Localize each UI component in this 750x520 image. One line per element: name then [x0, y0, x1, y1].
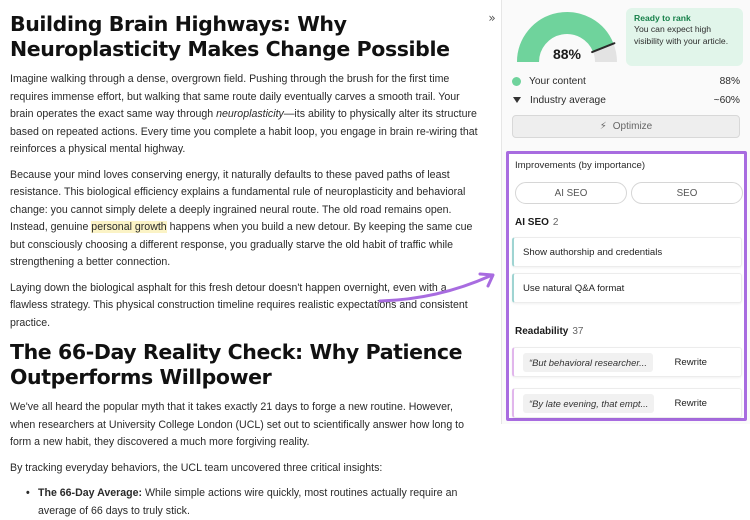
- readability-item-2[interactable]: [512, 388, 742, 418]
- lightning-icon: ⚡︎: [599, 121, 607, 132]
- article-heading-2[interactable]: The 66-Day Reality Check: Why Patience Outperforms Willpower: [10, 340, 463, 389]
- improvements-title: Improvements (by importance): [515, 160, 646, 171]
- collapse-panel-icon[interactable]: »: [488, 11, 496, 25]
- tab-ai-seo[interactable]: AI SEO: [515, 182, 627, 204]
- seo-side-panel: [502, 0, 750, 424]
- ai-seo-section-heading: AI SEO 2: [515, 217, 559, 228]
- rewrite-button[interactable]: Rewrite: [674, 356, 707, 368]
- list-item[interactable]: • The 66-Day Average: While simple actions wire quickly, most routines actually require an average of 66 days to truly stick.: [10, 485, 478, 520]
- improvement-item-authorship[interactable]: Show authorship and credentials: [512, 237, 742, 267]
- paragraph-3[interactable]: Laying down the biological asphalt for this fresh detour doesn't happen overnight, even with a flawless strategy. This physical construction timeline requires realistic expectations and consistent practice.: [10, 281, 468, 329]
- readability-section-heading: Readability 37: [515, 326, 584, 337]
- readability-count: 37: [572, 326, 584, 337]
- paragraph-4[interactable]: We've all heard the popular myth that it takes exactly 21 days to forge a new routine. However, when researchers at University College London (UCL) set out to scientifically answer how long to form a new habit, they discovered a much more forgiving reality.: [10, 401, 464, 448]
- paragraph-1[interactable]: Imagine walking through a dense, overgrown field. Pushing through the brush for the first time requires immense effort, but walking that same route daily eventually carves a smooth trail. Your brain operates the exact same way through neuroplasticity—its ability to physically alter its structure based on repeated actions. Every time you complete a habit loop, you engage in brain re-wiring that reinforces a physical mental highway.: [10, 73, 478, 155]
- score-value: 88%: [552, 46, 582, 62]
- your-content-value: 88%: [719, 75, 740, 87]
- ready-description: You can expect high visibility with your article.: [634, 24, 729, 46]
- industry-average-value: ~60%: [713, 94, 740, 106]
- green-dot-icon: [512, 77, 521, 86]
- readability-item-1[interactable]: [512, 347, 742, 377]
- article-heading-1[interactable]: Building Brain Highways: Why Neuroplasticity Makes Change Possible: [10, 12, 450, 61]
- rewrite-button[interactable]: Rewrite: [674, 397, 707, 409]
- ready-title: Ready to rank: [634, 13, 691, 23]
- paragraph-5[interactable]: By tracking everyday behaviors, the UCL team uncovered three critical insights:: [10, 461, 383, 474]
- legend-your-content: Your content 88%: [512, 73, 740, 89]
- improvement-item-qa-format[interactable]: Use natural Q&A format: [512, 273, 742, 303]
- triangle-down-icon: [513, 97, 521, 103]
- legend-industry-average: Industry average ~60%: [512, 92, 740, 108]
- paragraph-2[interactable]: Because your mind loves conserving energy, it naturally defaults to these paved paths of least resistance. This biological efficiency explains a fundamental rule of neuroplasticity and behavioral change: you cannot simply delete a deeply ingrained neural route. The old road remains open. Instead, genuine personal growth happens when you build a new detour. By keeping the same cue but consciously choosing a different response, you gradually starve the old habit of traffic while strengthening a better connection.: [10, 168, 473, 268]
- optimize-button[interactable]: ⚡︎ Optimize: [512, 115, 740, 138]
- improvements-box: [506, 151, 747, 421]
- tab-seo[interactable]: SEO: [631, 182, 743, 204]
- sentence-quote: “But behavioral researcher...: [523, 353, 653, 372]
- ai-seo-count: 2: [552, 217, 559, 228]
- ready-to-rank-card: [626, 8, 743, 66]
- highlighted-keyword: personal growth: [91, 221, 167, 233]
- sentence-quote: “By late evening, that empt...: [523, 394, 654, 413]
